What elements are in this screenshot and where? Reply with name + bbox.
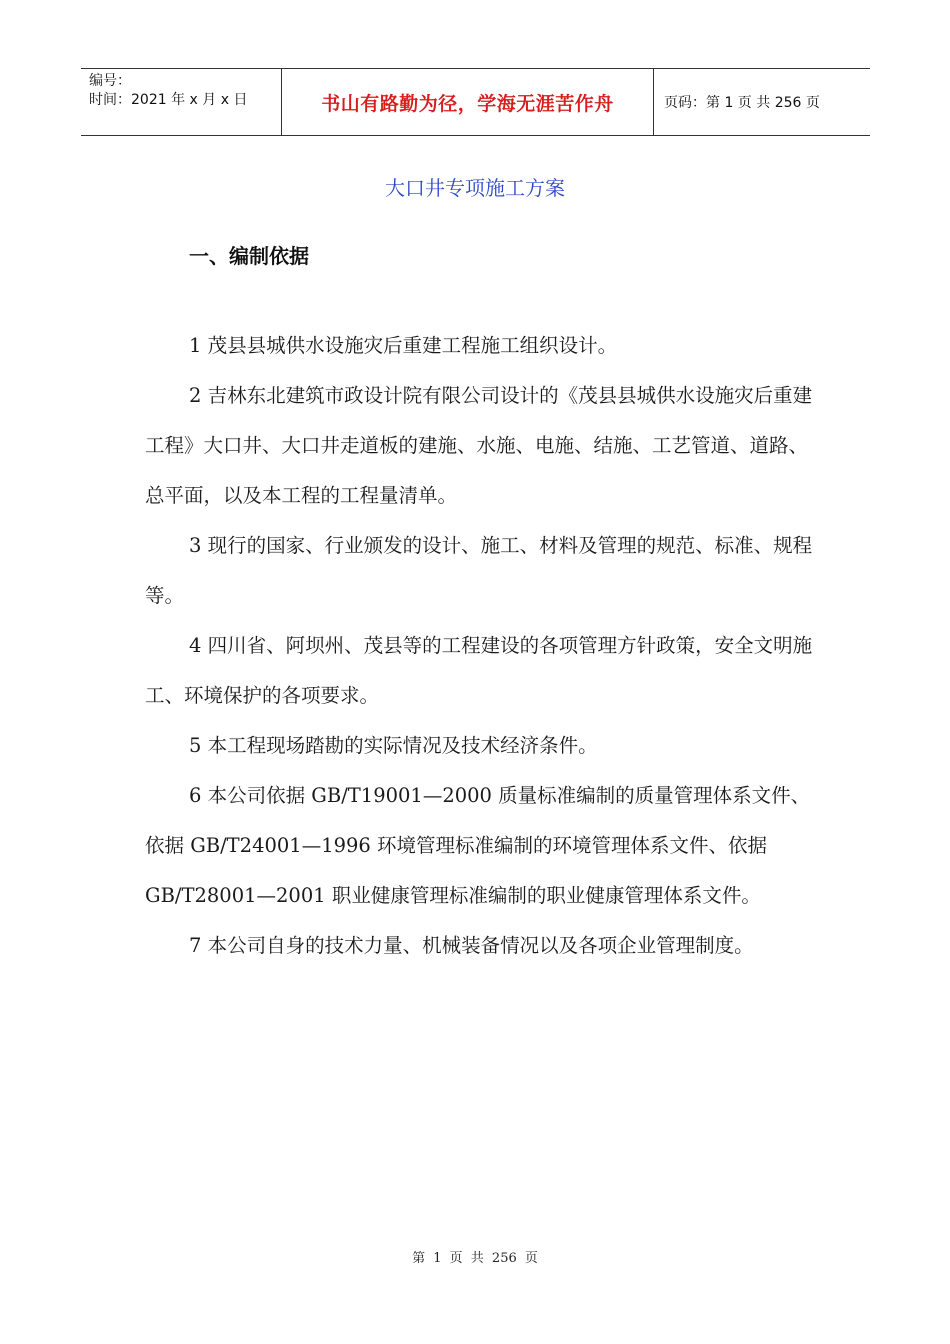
page-footer: 第 1 页 共 256 页 [412,1251,538,1266]
paragraph: 7 本公司自身的技术力量、机械装备情况以及各项企业管理制度。 [189,934,754,957]
document-title: 大口井专项施工方案 [385,176,565,200]
paragraph: 1 茂县县城供水设施灾后重建工程施工组织设计。 [189,334,618,357]
document-body [145,321,817,971]
header-table [81,68,870,136]
code-label: 编号： [89,73,131,89]
motto-text: 书山有路勤为径，学海无涯苦作舟 [321,92,614,115]
section-heading: 一、编制依据 [189,244,309,268]
paragraph: 4 四川省、阿坝州、茂县等的工程建设的各项管理方针政策，安全文明施工、环境保护的各项要求。 [145,634,813,707]
paragraph: 6 本公司依据 GB/T19001—2000 质量标准编制的质量管理体系文件、依据 GB/T24001—1996 环境管理标准编制的环境管理体系文件、依据 GB/T28001—2001 职业健康管理标准编制的职业健康管理体系文件。 [145,784,811,907]
header-motto-cell [281,69,654,135]
header-page-label: 页码：第 1 页 共 256 页 [664,95,820,111]
header-page-cell [654,69,870,135]
paragraph: 5 本工程现场踏勘的实际情况及技术经济条件。 [189,734,598,757]
date-label: 时间：2021 年 x 月 x 日 [89,92,248,108]
header-meta-cell [81,69,281,135]
paragraph: 2 吉林东北建筑市政设计院有限公司设计的《茂县县城供水设施灾后重建工程》大口井、大口井走道板的建施、水施、电施、结施、工艺管道、道路、总平面，以及本工程的工程量清单。 [145,384,813,507]
paragraph: 3 现行的国家、行业颁发的设计、施工、材料及管理的规范、标准、规程等。 [145,534,813,607]
